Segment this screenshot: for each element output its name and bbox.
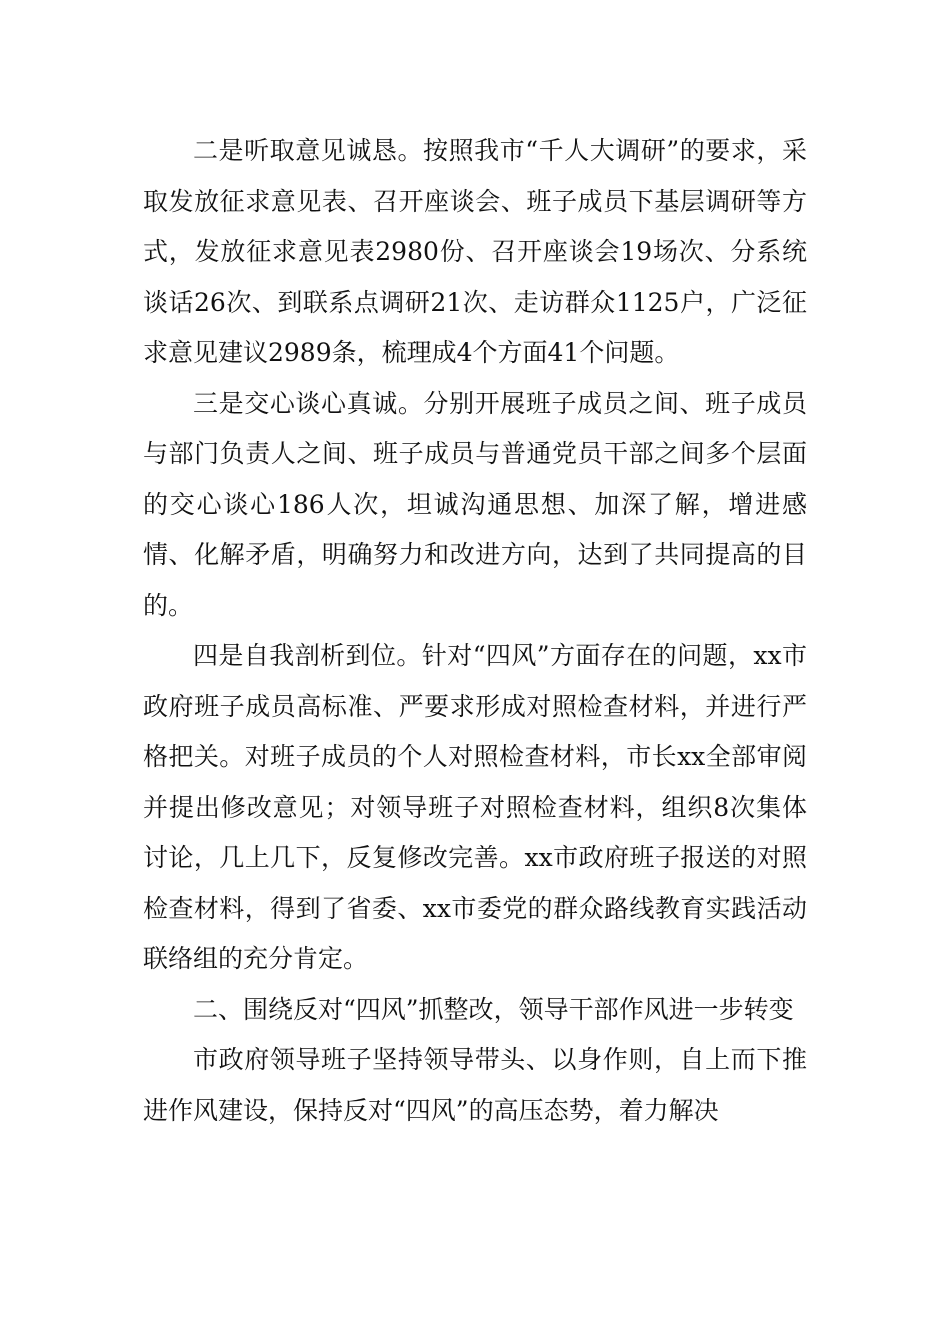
paragraph-heart-to-heart: 三是交心谈心真诚。分别开展班子成员之间、班子成员与部门负责人之间、班子成员与普通党员干部之间多个层面的交心谈心186人次，坦诚沟通思想、加深了解，增进感情、化解矛盾，明确努力和改进方向，达到了共同提高的目的。	[143, 388, 807, 620]
document-body	[143, 126, 807, 1136]
paragraph-opinions: 二是听取意见诚恳。按照我市“千人大调研”的要求，采取发放征求意见表、召开座谈会、班子成员下基层调研等方式，发放征求意见表2980份、召开座谈会19场次、分系统谈话26次、到联系点调研21次、走访群众1125户，广泛征求意见建议2989条，梳理成4个方面41个问题。	[143, 136, 807, 367]
section-heading: 二、围绕反对“四风”抓整改，领导干部作风进一步转变	[193, 994, 794, 1024]
paragraph-self-analysis: 四是自我剖析到位。针对“四风”方面存在的问题，xx市政府班子成员高标准、严要求形成对照检查材料，并进行严格把关。对班子成员的个人对照检查材料，市长xx全部审阅并提出修改意见；对领导班子对照检查材料，组织8次集体讨论，几上几下，反复修改完善。xx市政府班子报送的对照检查材料，得到了省委、xx市委党的群众路线教育实践活动联络组的充分肯定。	[143, 641, 807, 973]
paragraph-leadership: 市政府领导班子坚持领导带头、以身作则，自上而下推进作风建设，保持反对“四风”的高压态势，着力解决	[143, 1045, 807, 1125]
